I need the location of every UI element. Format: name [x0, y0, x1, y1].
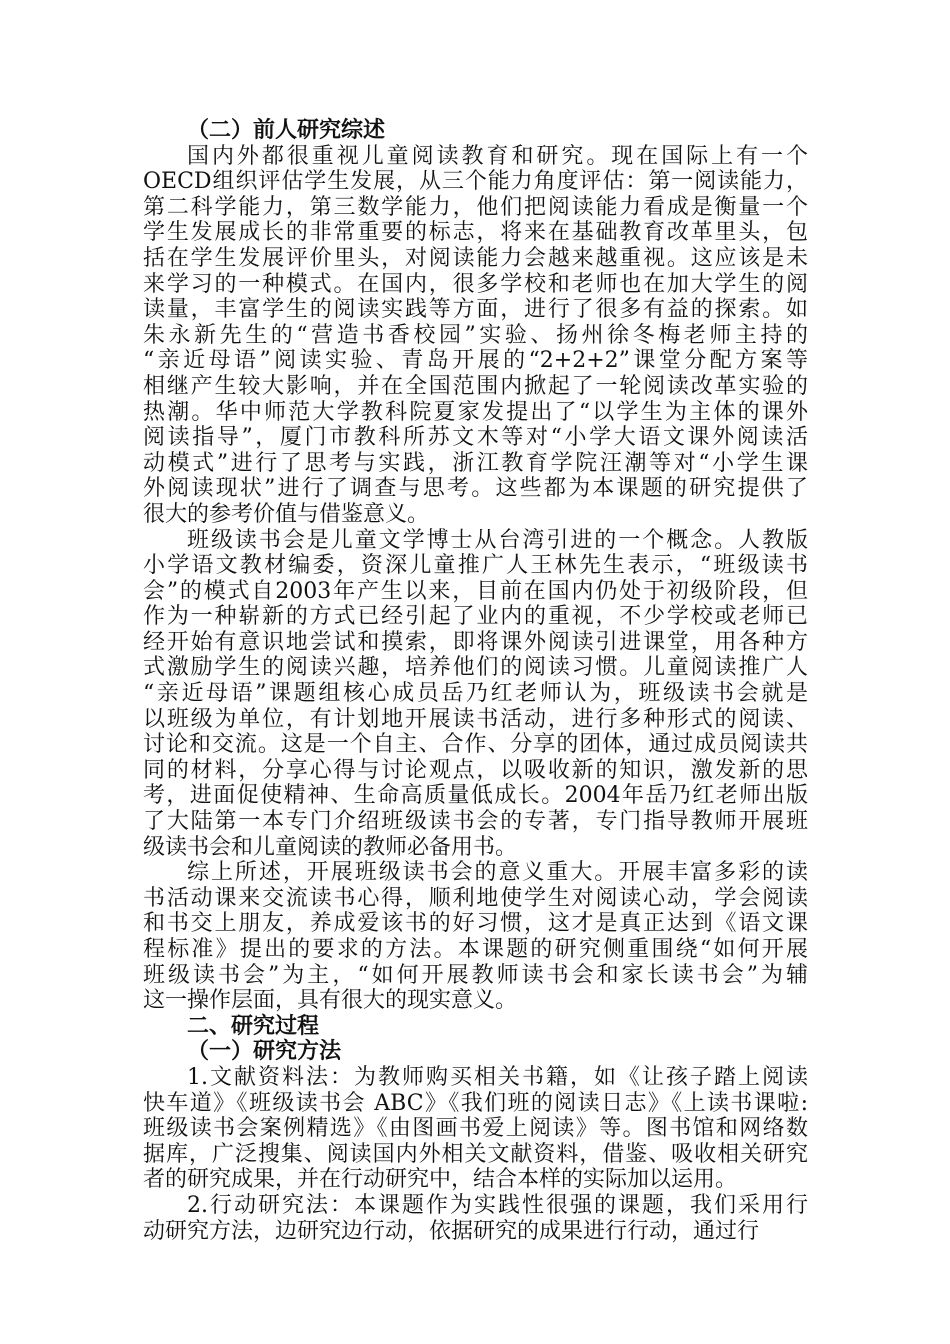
text-line: 者的研究成果，并在行动研究中，结合本样的实际加以运用。	[143, 1167, 738, 1193]
text-line: 读量，丰富学生的阅读实践等方面，进行了很多有益的探索。如	[143, 297, 808, 323]
text-line: 动研究方法，边研究边行动，依据研究的成果进行行动，通过行	[143, 1218, 760, 1244]
text-line: 书活动课来交流读书心得，顺利地使学生对阅读心动，学会阅读	[143, 885, 808, 911]
text-line: 快车道》《班级读书会 ABC》《我们班的阅读日志》《上读书课啦:	[143, 1090, 808, 1116]
text-line: 外阅读现状”进行了调查与思考。这些都为本课题的研究提供了	[143, 476, 808, 502]
review-paragraph	[143, 528, 808, 861]
text-line: “亲近母语”课题组核心成员岳乃红老师认为，班级读书会就是	[143, 681, 808, 707]
text-line: 学生发展成长的非常重要的标志，将来在基础教育改革里头，包	[143, 220, 808, 246]
literature-review-body	[143, 144, 808, 1014]
text-line: 据库，广泛搜集、阅读国内外相关文献资料，借鉴、吸收相关研究	[143, 1141, 808, 1167]
section-heading-research-process: 二、研究过程	[187, 1012, 320, 1039]
text-line: 式激励学生的阅读兴趣，培养他们的阅读习惯。儿童阅读推广人	[143, 655, 808, 681]
text-line: 综上所述，开展班级读书会的意义重大。开展丰富多彩的读	[187, 860, 808, 886]
method-paragraph	[143, 1193, 808, 1244]
text-line: 班级读书会是儿童文学博士从台湾引进的一个概念。人教版	[187, 527, 808, 553]
text-line: 朱永新先生的“营造书香校园”实验、扬州徐冬梅老师主持的	[143, 322, 808, 348]
text-line: 了大陆第一本专门介绍班级读书会的专著，专门指导教师开展班	[143, 809, 808, 835]
text-line: 国内外都很重视儿童阅读教育和研究。现在国际上有一个	[187, 143, 808, 169]
text-line: 这一操作层面，具有很大的现实意义。	[143, 988, 518, 1014]
text-line: 来学习的一种模式。在国内，很多学校和老师也在加大学生的阅	[143, 271, 808, 297]
text-line: 班级读书会案例精选》《由图画书爱上阅读》等。图书馆和网络数	[143, 1116, 808, 1142]
text-line: 作为一种崭新的方式已经引起了业内的重视，不少学校或老师已	[143, 604, 808, 630]
text-line: 程标准》提出的要求的方法。本课题的研究侧重围绕“如何开展	[143, 937, 808, 962]
text-line: 同的材料，分享心得与讨论观点，以吸收新的知识，激发新的思	[143, 757, 808, 783]
text-line: 2.行动研究法：本课题作为实践性很强的课题，我们采用行	[187, 1192, 808, 1218]
text-line: 动模式”进行了思考与实践，浙江教育学院汪潮等对“小学生课	[143, 450, 808, 476]
text-line: 以班级为单位，有计划地开展读书活动，进行多种形式的阅读、	[143, 706, 808, 732]
text-line: 第二科学能力，第三数学能力，他们把阅读能力看成是衡量一个	[143, 194, 808, 220]
method-paragraph	[143, 1065, 808, 1193]
text-line: 小学语文教材编委，资深儿童推广人王林先生表示，“班级读书	[143, 553, 808, 579]
text-line: 很大的参考价值与借鉴意义。	[143, 501, 430, 527]
review-paragraph	[143, 144, 808, 528]
text-line: 会”的模式自2003年产生以来，目前在国内仍处于初级阶段，但	[143, 578, 808, 604]
text-line: 阅读指导”，厦门市教科所苏文木等对“小学大语文课外阅读活	[143, 425, 808, 451]
text-line: 级读书会和儿童阅读的教师必备用书。	[143, 834, 518, 860]
section-subheading-research-methods: （一）研究方法	[187, 1038, 342, 1065]
text-line: 热潮。华中师范大学教科院夏家发提出了“以学生为主体的课外	[143, 399, 808, 425]
section-heading-literature-review: （二）前人研究综述	[187, 117, 386, 143]
document-page	[143, 118, 808, 1244]
text-line: 相继产生较大影响，并在全国范围内掀起了一轮阅读改革实验的	[143, 373, 808, 399]
research-methods-body	[143, 1065, 808, 1244]
text-line: 和书交上朋友，养成爱该书的好习惯，这才是真正达到《语文课	[143, 911, 808, 937]
text-line: “亲近母语”阅读实验、青岛开展的“2+2+2”课堂分配方案等	[143, 348, 808, 374]
text-line: 考，进面促使精神、生命高质量低成长。2004年岳乃红老师出版	[143, 783, 808, 809]
review-paragraph	[143, 860, 808, 1014]
text-line: 括在学生发展评价里头，对阅读能力会越来越重视。这应该是未	[143, 245, 808, 271]
text-line: 1.文献资料法：为教师购买相关书籍，如《让孩子踏上阅读	[187, 1064, 808, 1090]
text-line: 经开始有意识地尝试和摸索，即将课外阅读引进课堂，用各种方	[143, 629, 808, 655]
text-line: 班级读书会”为主，“如何开展教师读书会和家长读书会”为辅	[143, 962, 808, 988]
text-line: OECD组织评估学生发展，从三个能力角度评估：第一阅读能力，	[143, 169, 808, 195]
text-line: 讨论和交流。这是一个自主、合作、分享的团体，通过成员阅读共	[143, 732, 808, 758]
